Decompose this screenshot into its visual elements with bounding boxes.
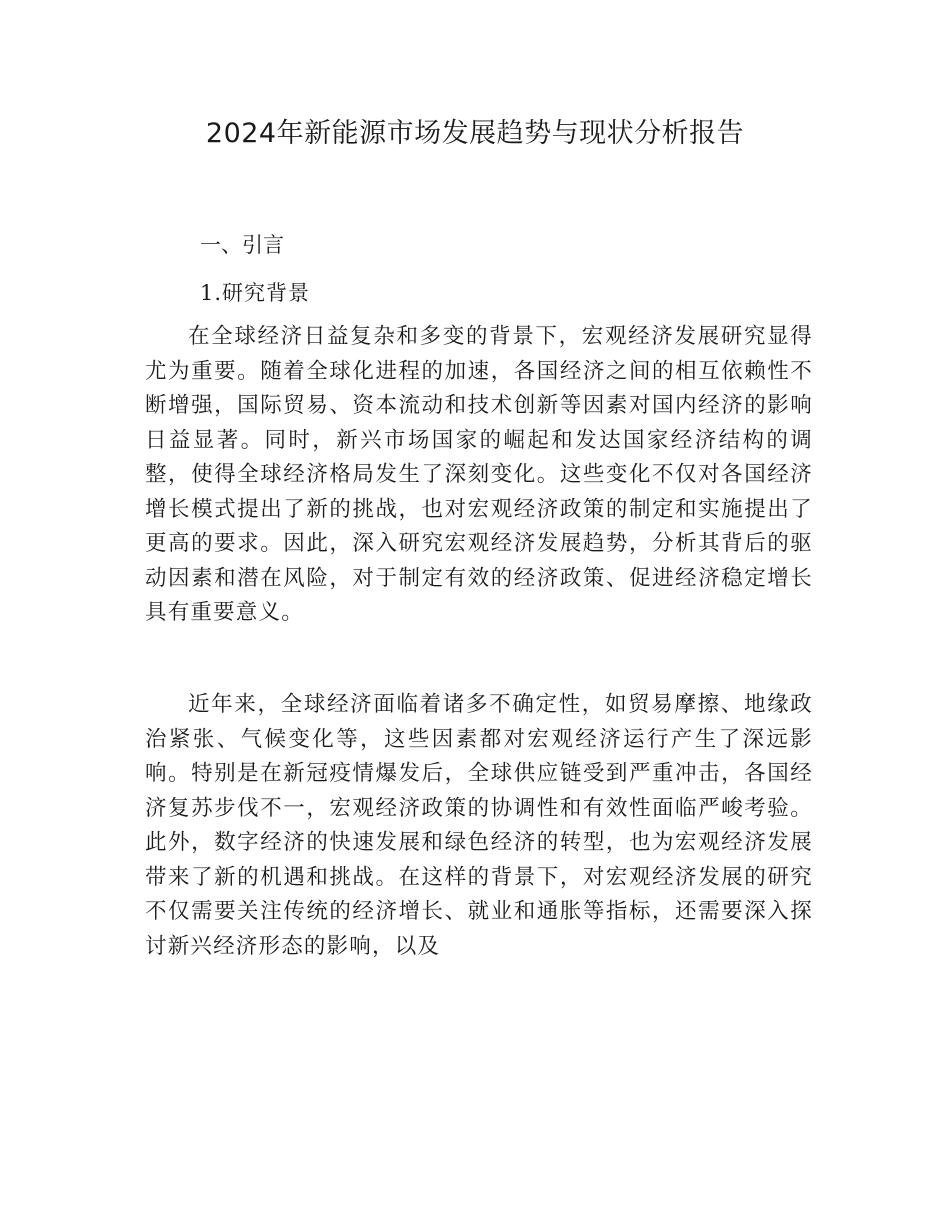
subsection-heading: 1.研究背景 — [200, 281, 311, 305]
body-paragraph: 近年来，全球经济面临着诸多不确定性，如贸易摩擦、地缘政治紧张、气候变化等，这些因素都对宏观经济运行产生了深远影响。特别是在新冠疫情爆发后，全球供应链受到严重冲击，各国经济复苏步伐不一，宏观经济政策的协调性和有效性面临严峻考验。此外，数字经济的快速发展和绿色经济的转型，也为宏观经济发展带来了新的机遇和挑战。在这样的背景下，对宏观经济发展的研究不仅需要关注传统的经济增长、就业和通胀等指标，还需要深入探讨新兴经济形态的影响，以及 — [145, 692, 813, 959]
document-title: 2024年新能源市场发展趋势与现状分析报告 — [205, 118, 745, 149]
section-heading: 一、引言 — [200, 233, 284, 257]
body-paragraph: 在全球经济日益复杂和多变的背景下，宏观经济发展研究显得尤为重要。随着全球化进程的加速，各国经济之间的相互依赖性不断增强，国际贸易、资本流动和技术创新等因素对国内经济的影响日益显著。同时，新兴市场国家的崛起和发达国家经济结构的调整，使得全球经济格局发生了深刻变化。这些变化不仅对各国经济增长模式提出了新的挑战，也对宏观经济政策的制定和实施提出了更高的要求。因此，深入研究宏观经济发展趋势，分析其背后的驱动因素和潜在风险，对于制定有效的经济政策、促进经济稳定增长具有重要意义。 — [145, 324, 813, 625]
